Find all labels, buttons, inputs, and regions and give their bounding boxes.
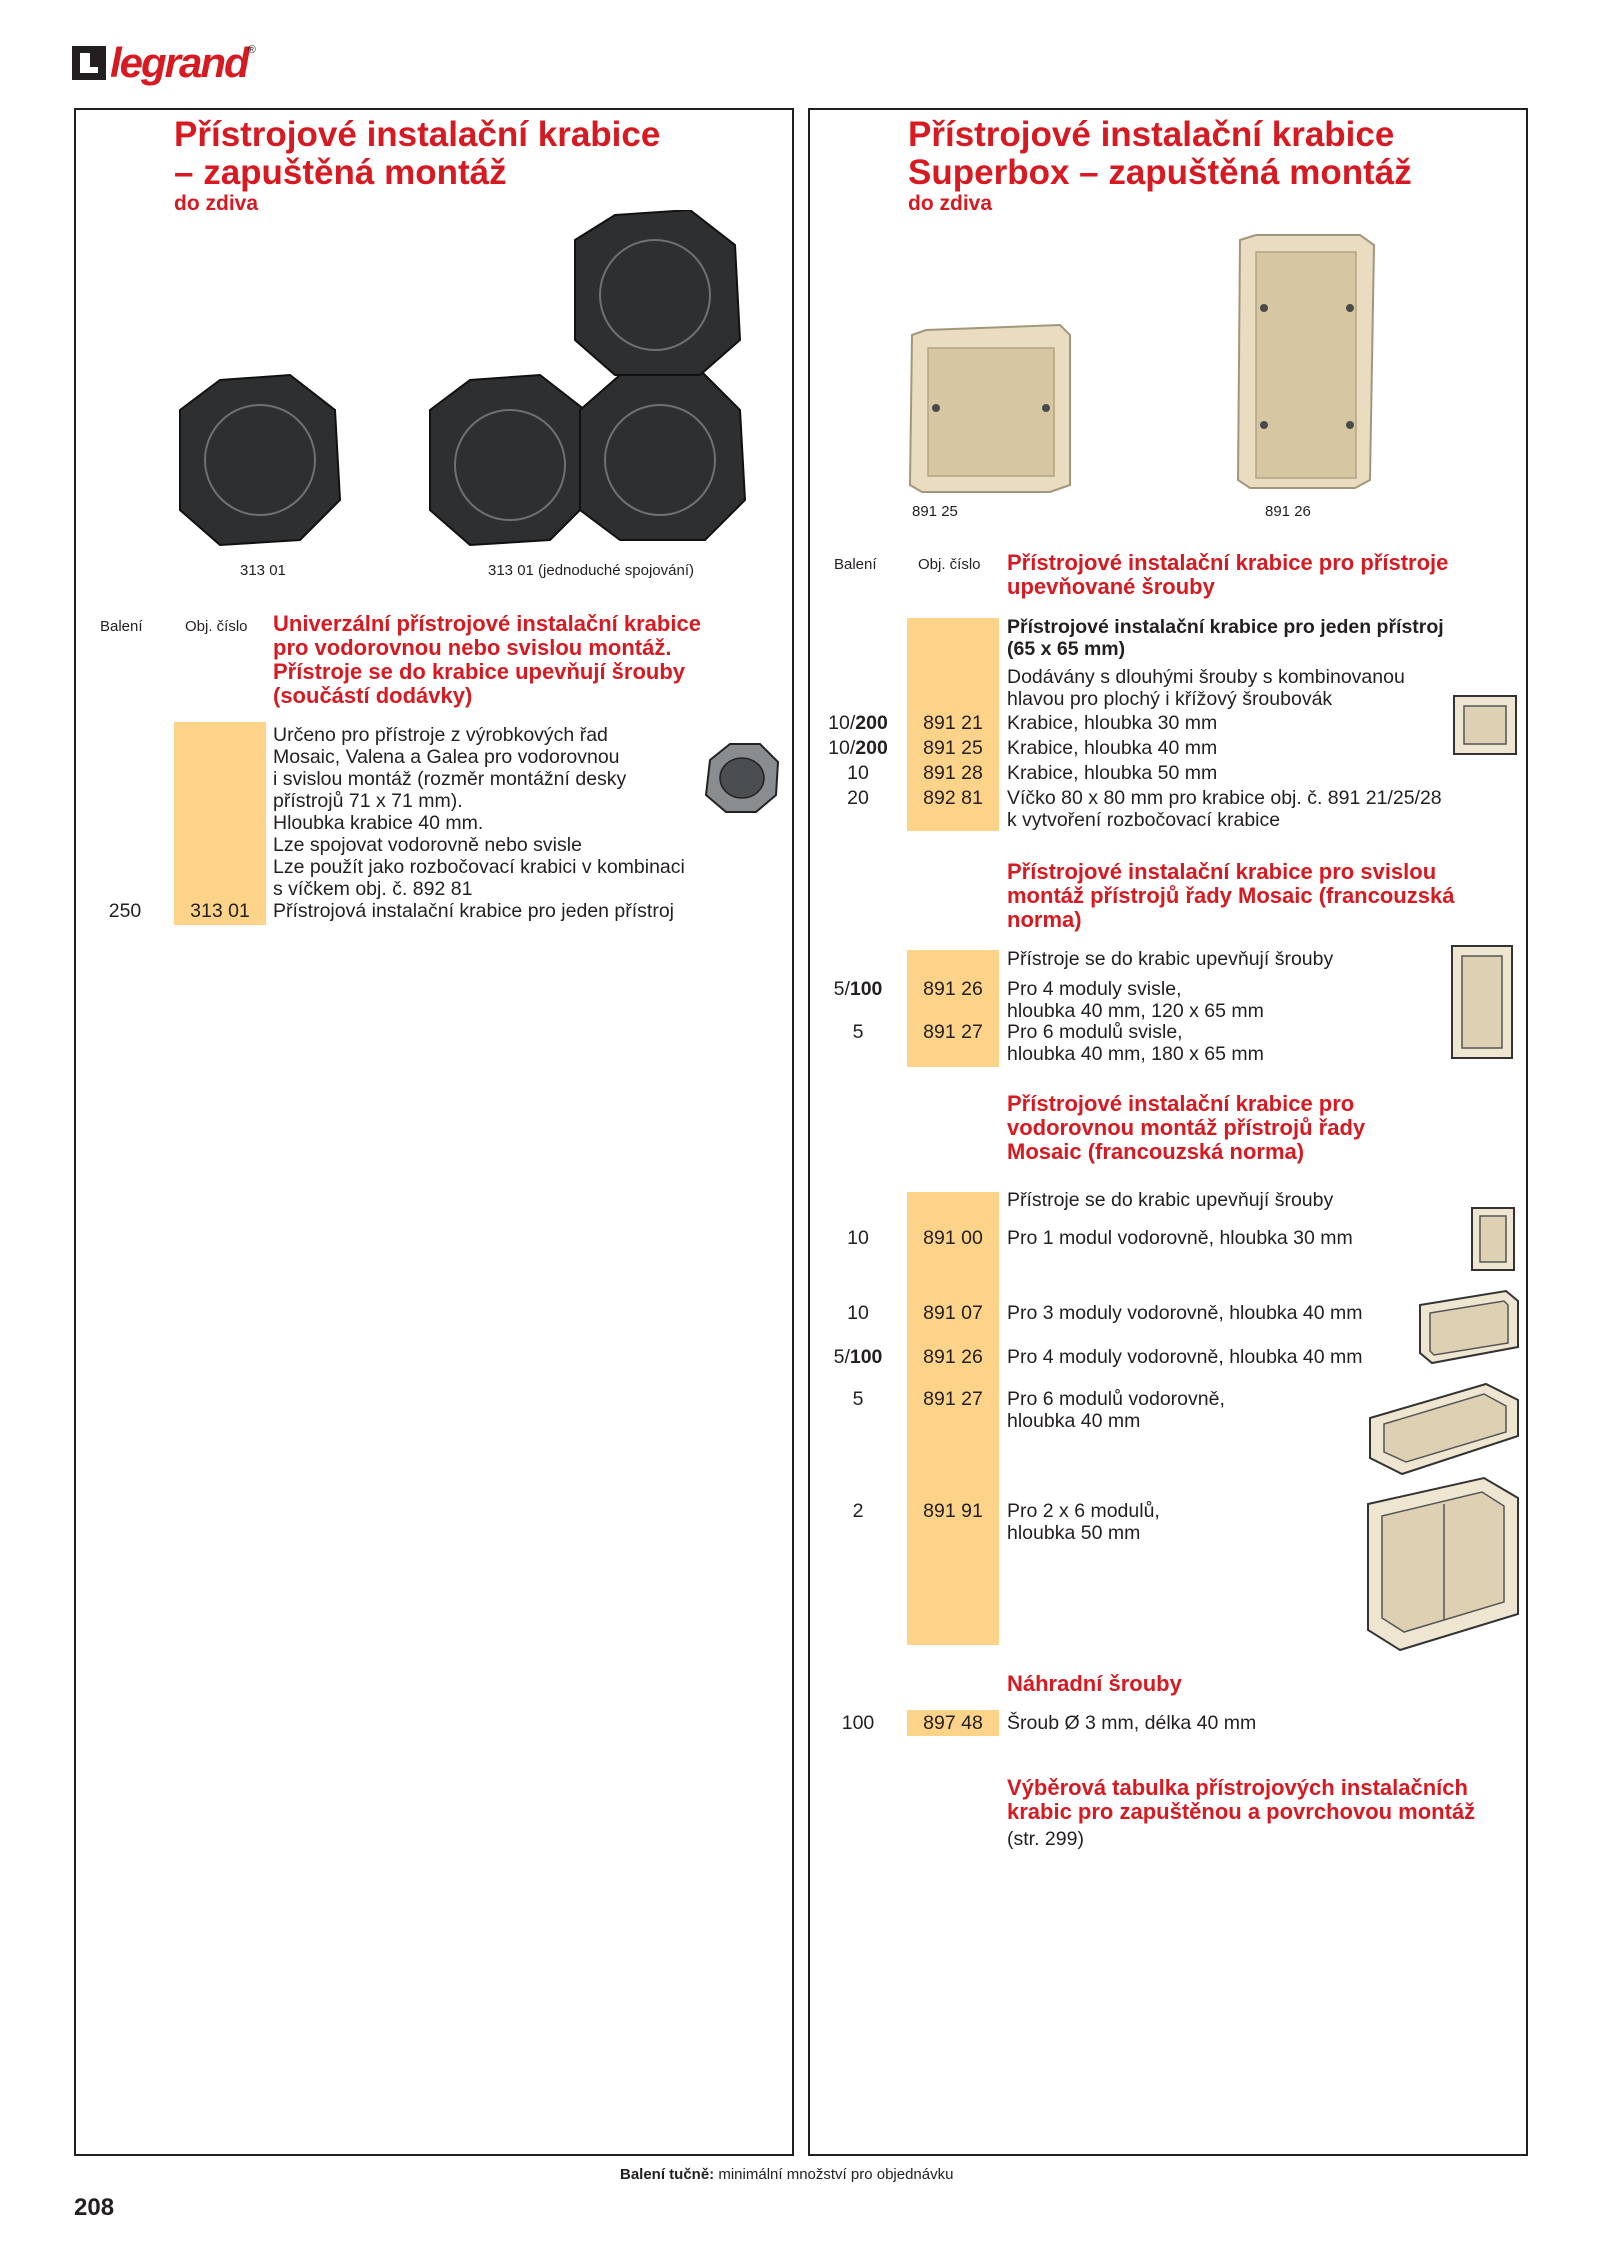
brand-name: legrand (110, 39, 248, 86)
page-number: 208 (74, 2194, 115, 2221)
registered-mark: ® (247, 44, 256, 56)
product-photo-891-25-891-26 (900, 230, 1380, 495)
s1-row-ref: 892 81 (923, 787, 983, 809)
left-row-qty: 250 (108, 900, 142, 922)
s2-row-ref: 891 26 (923, 978, 983, 1000)
box-891-27-horizontal-thumbnail (1366, 1378, 1522, 1482)
s1-row-qty: 10 (847, 762, 869, 784)
s4-row-ref: 897 48 (923, 1712, 983, 1734)
s3-row-qty: 10 (847, 1227, 869, 1249)
legrand-logo-mark (72, 46, 106, 80)
box-891-21-thumbnail (1448, 688, 1524, 760)
s2-row-ref: 891 27 (923, 1021, 983, 1043)
caption-313-01-joined: 313 01 (jednoduché spojování) (488, 562, 694, 579)
left-description: Určeno pro přístroje z výrobkových řad Mosaic, Valena a Galea pro vodorovnou i svislou montáž (rozměr montážní desky přístrojů 71 x 71 mm). Hloubka krabice 40 mm. Lze spojovat vodorovně nebo svisle Lze použít jako rozbočovací krabici v kombinaci s víčkem obj. č. 892 81 (273, 724, 685, 900)
footer-note: Balení tučně: minimální množství pro objednávku (620, 2166, 954, 2183)
s3-row-ref: 891 27 (923, 1388, 983, 1410)
s1-row-qty: 20 (847, 787, 869, 809)
right-main-section-title: Přístrojové instalační krabice pro přístroje upevňované šrouby (1007, 550, 1449, 599)
s1-row-qty: 10/200 (828, 737, 888, 759)
s2-row-qty: 5/100 (833, 978, 883, 1000)
caption-891-26: 891 26 (1265, 503, 1311, 520)
s1-row-qty: 10/200 (828, 712, 888, 734)
s3-row-label: Pro 4 moduly vodorovně, hloubka 40 mm (1007, 1346, 1363, 1368)
s3-row-label: Pro 2 x 6 modulů, hloubka 50 mm (1007, 1500, 1160, 1544)
box-313-01-thumbnail (700, 740, 782, 815)
caption-313-01: 313 01 (240, 562, 286, 579)
box-891-91-thumbnail (1364, 1474, 1522, 1656)
s3-row-qty: 10 (847, 1302, 869, 1324)
caption-891-25: 891 25 (912, 503, 958, 520)
s5-note: (str. 299) (1007, 1828, 1084, 1850)
s4-title: Náhradní šrouby (1007, 1671, 1182, 1696)
left-title: Přístrojové instalační krabice – zapuštěná montáž (174, 115, 661, 192)
s3-row-ref: 891 07 (923, 1302, 983, 1324)
left-col-qty: Balení (100, 618, 143, 635)
left-ref-band (174, 722, 266, 925)
s1-title: Přístrojové instalační krabice pro jeden přístroj (65 x 65 mm) (1007, 616, 1444, 660)
s3-row-qty: 5/100 (833, 1346, 883, 1368)
s2-row-label: Pro 4 moduly svisle, hloubka 40 mm, 120 x 65 mm (1007, 978, 1264, 1022)
s3-row-ref: 891 91 (923, 1500, 983, 1522)
s1-row-label: Krabice, hloubka 40 mm (1007, 737, 1218, 759)
s1-note: Dodávány s dlouhými šrouby s kombinovanou hlavou pro plochý i křížový šroubovák (1007, 666, 1405, 710)
right-ref-band-s3 (907, 1192, 999, 1645)
s3-row-ref: 891 26 (923, 1346, 983, 1368)
s2-title: Přístrojové instalační krabice pro svislou montáž přístrojů řady Mosaic (francouzská norma) (1007, 859, 1455, 932)
legrand-logo (72, 38, 256, 88)
s1-row-label: Krabice, hloubka 30 mm (1007, 712, 1218, 734)
s1-row-ref: 891 21 (923, 712, 983, 734)
right-col-qty: Balení (834, 556, 877, 573)
s3-row-label: Pro 3 moduly vodorovně, hloubka 40 mm (1007, 1302, 1363, 1324)
left-row-ref: 313 01 (190, 900, 250, 922)
s4-row-label: Šroub Ø 3 mm, délka 40 mm (1007, 1712, 1257, 1734)
right-col-ref: Obj. číslo (918, 556, 981, 573)
s1-row-label: Krabice, hloubka 50 mm (1007, 762, 1218, 784)
s3-row-qty: 5 (852, 1388, 864, 1410)
right-title: Přístrojové instalační krabice Superbox – zapuštěná montáž (908, 115, 1412, 192)
box-891-00-thumbnail (1466, 1202, 1522, 1278)
left-section-title: Univerzální přístrojové instalační krabice pro vodorovnou nebo svislou montáž. Přístroje se do krabice upevňují šrouby (součástí dodávky) (273, 611, 701, 708)
product-photo-313-01 (160, 210, 760, 560)
box-891-26-vertical-thumbnail (1442, 940, 1524, 1065)
left-row-label: Přístrojová instalační krabice pro jeden přístroj (273, 900, 675, 922)
right-subtitle: do zdiva (908, 192, 993, 215)
s2-note: Přístroje se do krabic upevňují šrouby (1007, 948, 1334, 970)
s1-row-label: Víčko 80 x 80 mm pro krabice obj. č. 891 21/25/28 k vytvoření rozbočovací krabice (1007, 787, 1442, 831)
s3-note: Přístroje se do krabic upevňují šrouby (1007, 1189, 1334, 1211)
s1-row-ref: 891 28 (923, 762, 983, 784)
s2-row-qty: 5 (852, 1021, 864, 1043)
box-891-07-thumbnail (1416, 1285, 1522, 1370)
s3-row-label: Pro 1 modul vodorovně, hloubka 30 mm (1007, 1227, 1353, 1249)
s1-row-ref: 891 25 (923, 737, 983, 759)
s5-title: Výběrová tabulka přístrojových instalačních krabic pro zapuštěnou a povrchovou montáž (1007, 1775, 1476, 1824)
left-subtitle: do zdiva (174, 192, 259, 215)
left-col-ref: Obj. číslo (185, 618, 248, 635)
s2-row-label: Pro 6 modulů svisle, hloubka 40 mm, 180 x 65 mm (1007, 1021, 1264, 1065)
s3-row-qty: 2 (852, 1500, 864, 1522)
s3-row-label: Pro 6 modulů vodorovně, hloubka 40 mm (1007, 1388, 1225, 1432)
s3-title: Přístrojové instalační krabice pro vodorovnou montáž přístrojů řady Mosaic (francouzská norma) (1007, 1091, 1366, 1164)
right-ref-band-s2 (907, 950, 999, 1067)
s4-row-qty: 100 (841, 1712, 875, 1734)
s3-row-ref: 891 00 (923, 1227, 983, 1249)
